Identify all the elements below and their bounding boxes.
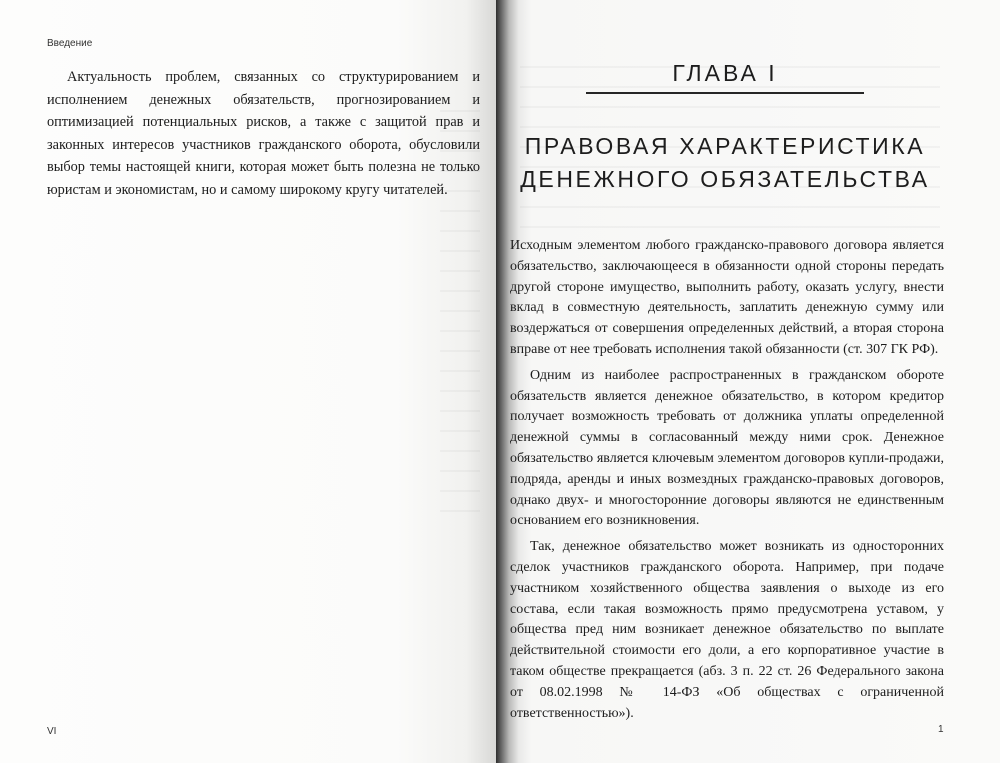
chapter-title: ПРАВОВАЯ ХАРАКТЕРИСТИКА ДЕНЕЖНОГО ОБЯЗАТЕЛЬСТВА xyxy=(520,133,930,192)
chapter-body xyxy=(510,236,944,729)
page-number-left: VI xyxy=(47,726,57,737)
body-paragraph: Одним из наиболее распространенных в гражданском обороте обязательств является денежное обязательство, в котором кредитор получает возможность требовать от должника уплаты определенной денежной суммы в согласованный между ними срок. Денежное обязательство является ключевым элементом договоров купли-продажи, подряда, аренды и иных возмездных гражданско-правовых договоров, однако двух- и многосторонние договоры являются не единственным основанием его возникновения. xyxy=(510,367,944,529)
left-page xyxy=(0,0,496,763)
chapter-underline xyxy=(586,92,864,94)
page-number-right: 1 xyxy=(938,724,944,735)
introduction-paragraph: Актуальность проблем, связанных со структурированием и исполнением денежных обязательств, прогнозированием и оптимизацией потенциальных рисков, а также с защитой прав и законных интересов участников гражданского оборота, обусловили выбор темы настоящей книги, которая может быть полезна не только юристам и экономистам, но и самому широкому кругу читателей. xyxy=(47,69,480,198)
body-paragraph: Исходным элементом любого гражданско-правового договора является обязательство, заключающееся в обязанности одной стороны передать другой стороне имущество, выполнить работу, оказать услугу, внести вклад в совместную деятельность, заплатить денежную сумму или воздержаться от совершения определенных действий, а вторая сторона вправе от нее требовать исполнения такой обязанности (ст. 307 ГК РФ). xyxy=(510,238,944,357)
running-header: Введение xyxy=(47,38,93,49)
chapter-label: ГЛАВА I xyxy=(672,60,778,86)
body-paragraph: Так, денежное обязательство может возникать из односторонних сделок участников гражданского оборота. Например, при подаче участником хозяйственного общества заявления о выходе из его состава, если такая возможность прямо предусмотрена уставом, у общества пред ним возникает денежное обязательство по выплате действительной стоимости его доли, а его корпоративное участие в таком обществе прекращается (абз. 3 п. 22 ст. 26 Федерального закона от 08.02.1998 № 14-ФЗ «Об обществах с ограниченной ответственностью»). xyxy=(510,539,944,721)
